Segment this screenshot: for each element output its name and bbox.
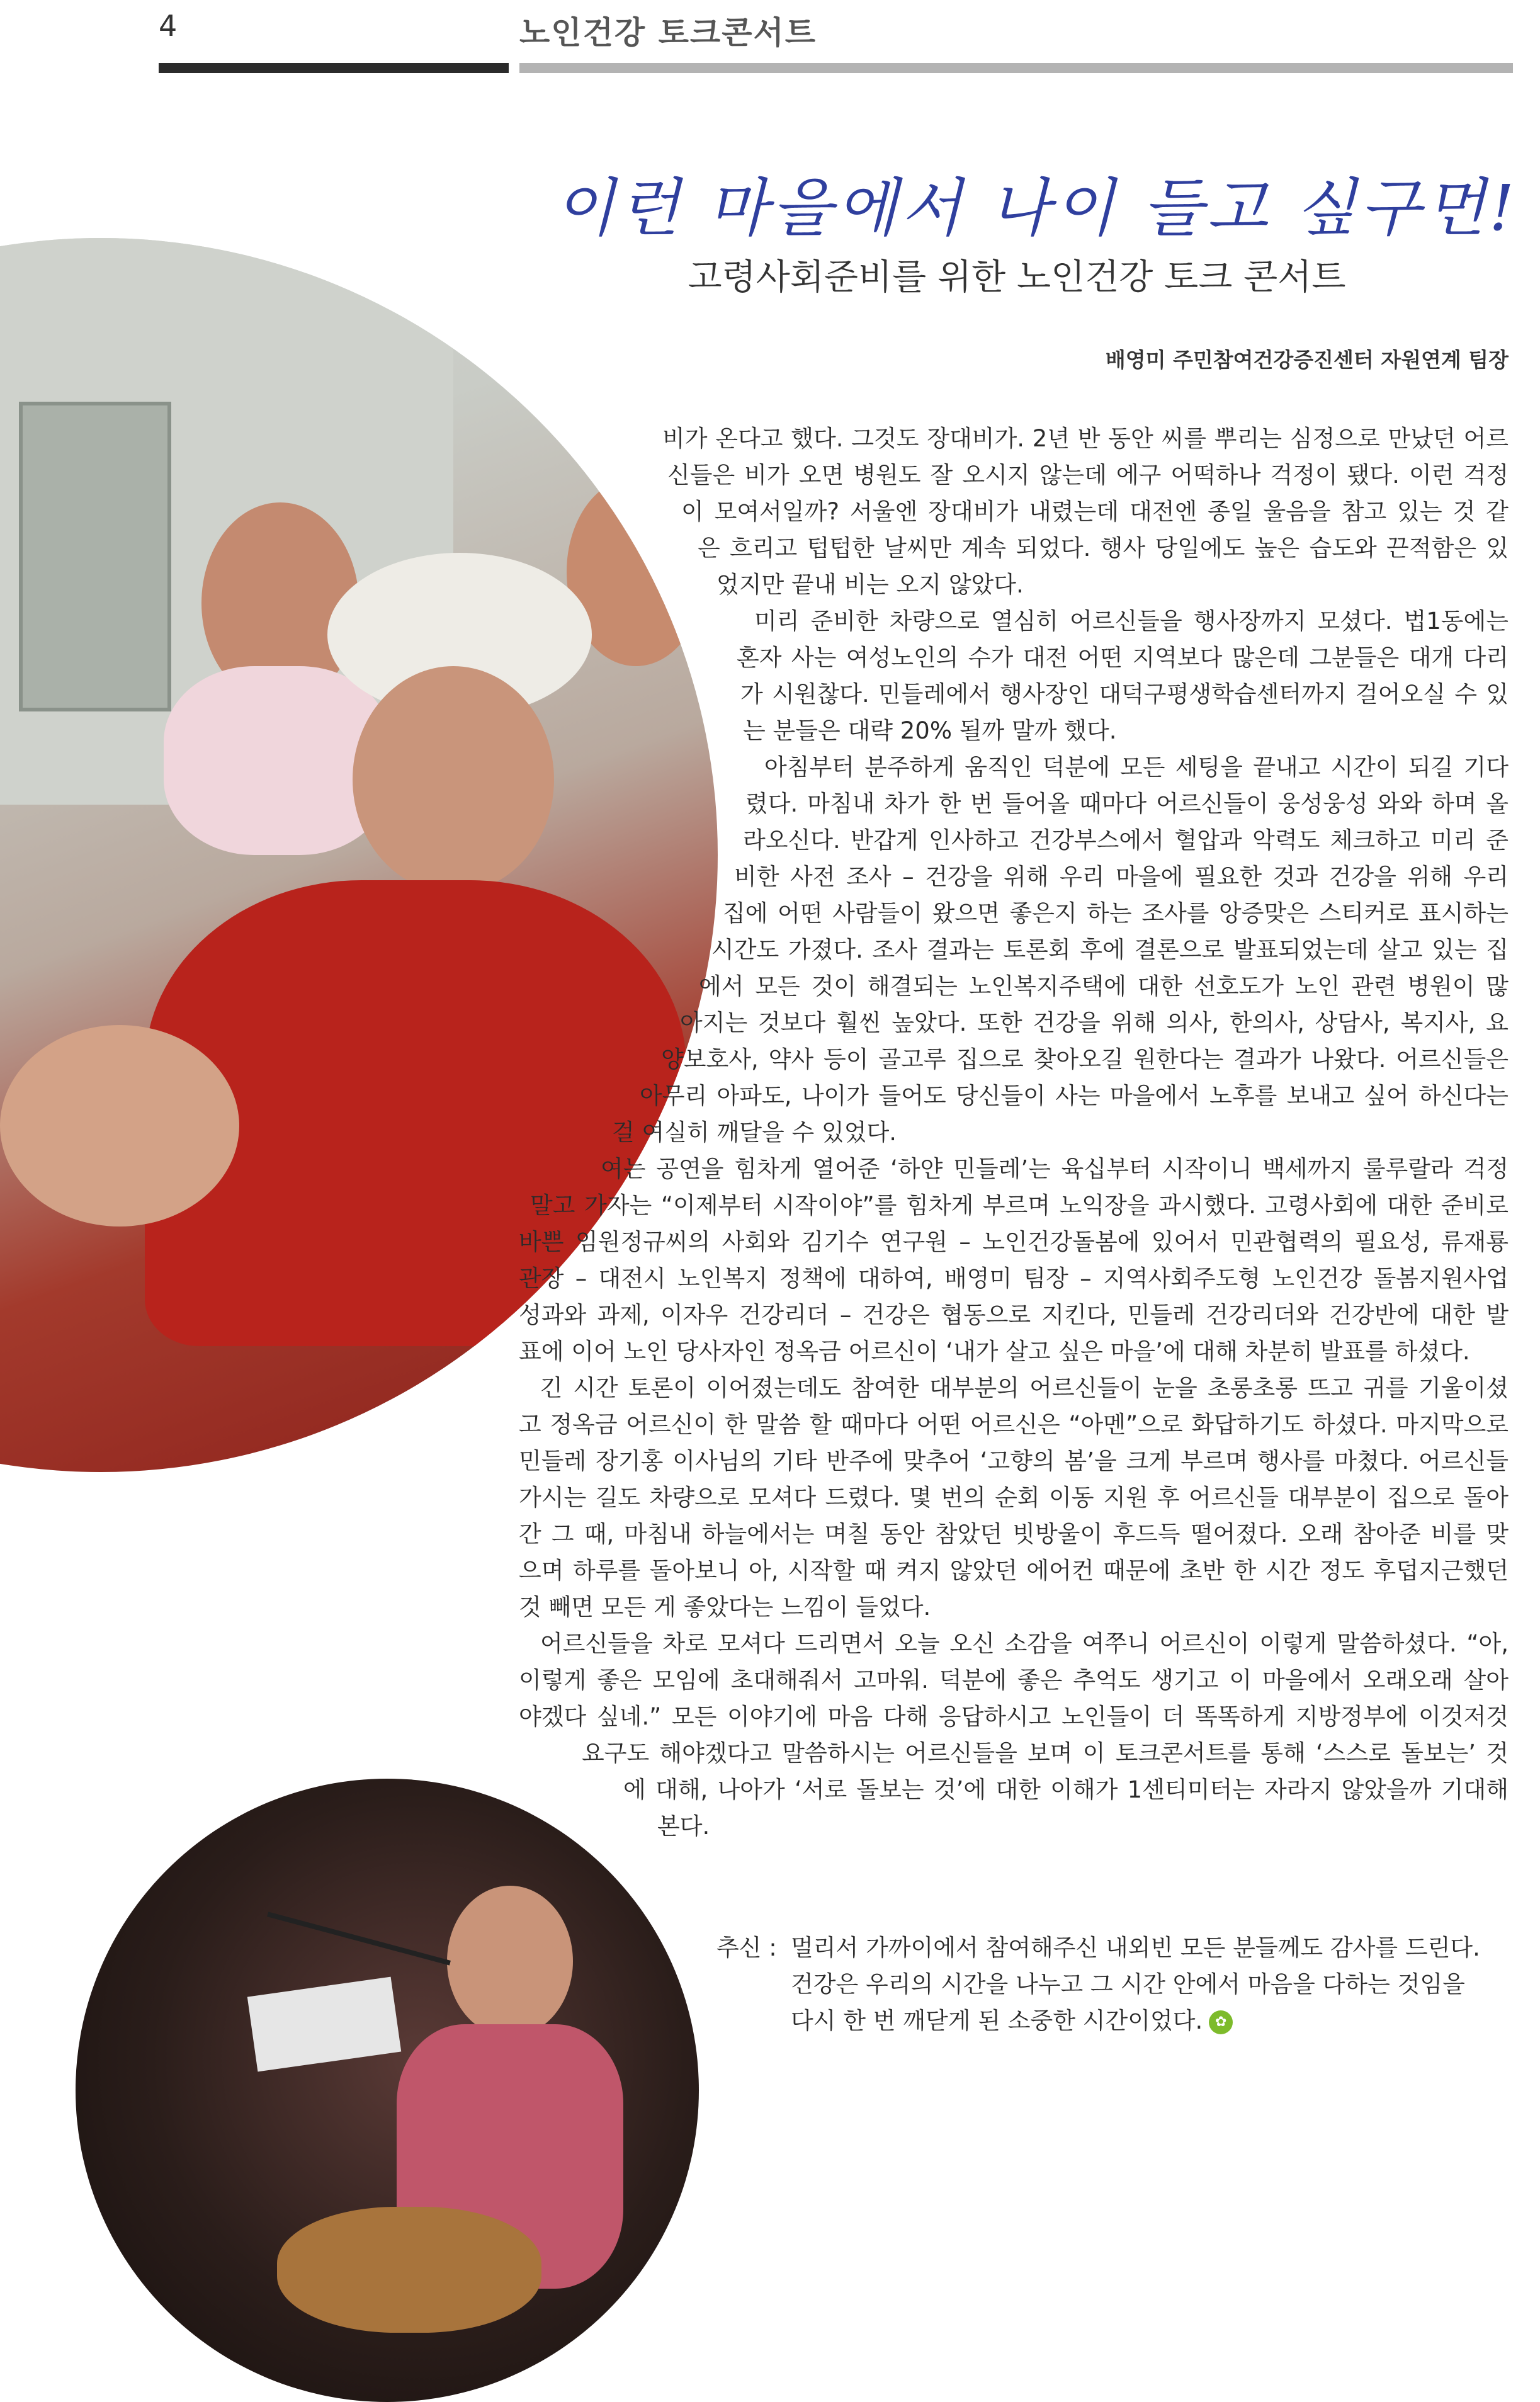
page-number: 4 (159, 9, 178, 43)
body-line: 혼자 사는 여성노인의 수가 대전 어떤 지역보다 많은데 그분들은 대개 다리 (737, 644, 1509, 671)
body-line: 이렇게 좋은 모임에 초대해줘서 고마워. 덕분에 좋은 추억도 생기고 이 마을에서 오래오래 살아 (519, 1667, 1509, 1694)
body-line: 아무리 아파도, 나이가 들어도 당신들이 사는 마을에서 노후를 보내고 싶어 하신다는 (640, 1082, 1509, 1109)
body-line: 간 그 때, 마침내 하늘에서는 며칠 동안 참았던 빗방울이 후드득 떨어졌다. 오래 참아준 비를 맞 (519, 1521, 1509, 1548)
body-line: 말고 가자는 “이제부터 시작이야”를 힘차게 부르며 노익장을 과시했다. 고령사회에 대한 준비로 (530, 1192, 1509, 1219)
body-line: 고 정옥금 어르신이 한 말씀 할 때마다 어떤 어르신은 “아멘”으로 화답하기도 하셨다. 마지막으로 (519, 1411, 1509, 1438)
section-title: 노인건강 토크콘서트 (519, 14, 817, 51)
body-line: 라오신다. 반갑게 인사하고 건강부스에서 혈압과 악력도 체크하고 미리 준 (743, 827, 1509, 854)
postscript-line: 건강은 우리의 시간을 나누고 그 시간 안에서 마음을 다하는 것임을 (791, 1971, 1465, 1998)
body-line: 미리 준비한 차량으로 열심히 어르신들을 행사장까지 모셨다. 법1동에는 (754, 608, 1509, 635)
body-line: 아침부터 분주하게 움직인 덕분에 모든 세팅을 끝내고 시간이 되길 기다 (764, 754, 1509, 781)
body-line: 요구도 해야겠다고 말씀하시는 어르신들을 보며 이 토크콘서트를 통해 ‘스스로 돌보는’ 것 (582, 1740, 1509, 1767)
subtitle: 고령사회준비를 위한 노인건강 토크 콘서트 (688, 257, 1346, 298)
body-line: 긴 시간 토론이 이어졌는데도 참여한 대부분의 어르신들이 눈을 초롱초롱 뜨고 귀를 기울이셨 (540, 1374, 1509, 1402)
body-line: 비가 온다고 했다. 그것도 장대비가. 2년 반 동안 씨를 뿌리는 심정으로 만났던 어르 (662, 425, 1509, 452)
body-line: 었지만 끝내 비는 오지 않았다. (716, 571, 1024, 598)
body-line: 표에 이어 노인 당사자인 정옥금 어르신이 ‘내가 살고 싶은 마을’에 대해 차분히 발표를 하셨다. (519, 1338, 1470, 1365)
body-line: 걸 여실히 깨달을 수 있었다. (612, 1119, 897, 1146)
body-line: 본다. (657, 1813, 710, 1840)
body-line: 이 모여서일까? 서울엔 장대비가 내렸는데 대전엔 종일 울음을 참고 있는 것 같 (681, 498, 1509, 525)
body-line: 신들은 비가 오면 병원도 잘 오시지 않는데 에구 어떡하나 걱정이 됐다. 이런 걱정 (667, 462, 1509, 489)
body-line: 양보호사, 약사 등이 골고루 집으로 찾아오길 원한다는 결과가 나왔다. 어르신들은 (661, 1046, 1509, 1073)
body-line: 관장 – 대전시 노인복지 정책에 대하여, 배영미 팀장 – 지역사회주도형 노인건강 돌봄지원사업 (519, 1265, 1509, 1292)
postscript-line-last (791, 2003, 1233, 2039)
body-line: 것 빼면 모든 게 좋았다는 느낌이 들었다. (519, 1594, 931, 1621)
body-line: 집에 어떤 사람들이 왔으면 좋은지 하는 조사를 앙증맞은 스티커로 표시하는 (723, 900, 1509, 927)
body-line: 바쁜 임원정규씨의 사회와 김기수 연구원 – 노인건강돌봄에 있어서 민관협력의 필요성, 류재룡 (519, 1228, 1509, 1255)
body-line: 가 시원찮다. 민들레에서 행사장인 대덕구평생학습센터까지 걸어오실 수 있 (740, 681, 1509, 708)
body-line: 야겠다 싶네.” 모든 이야기에 마음 다해 응답하시고 노인들이 더 똑똑하게 지방정부에 이것저것 (519, 1703, 1509, 1730)
end-mark-icon: ✿ (1209, 2010, 1233, 2034)
body-line: 민들레 장기홍 이사님의 기타 반주에 맞추어 ‘고향의 봄’을 크게 부르며 행사를 마쳤다. 어르신들 (519, 1447, 1509, 1475)
body-line: 아지는 것보다 훨씬 높았다. 또한 건강을 위해 의사, 한의사, 상담사, 복지사, 요 (680, 1009, 1509, 1036)
body-line: 어르신들을 차로 모셔다 드리면서 오늘 오신 소감을 여쭈니 어르신이 이렇게 말씀하셨다. “아, (540, 1630, 1509, 1657)
body-line: 비한 사전 조사 – 건강을 위해 우리 마을에 필요한 것과 건강을 위해 우리 (734, 863, 1509, 890)
body-line: 가시는 길도 차량으로 모셔다 드렸다. 몇 번의 순회 이동 지원 후 어르신들 대부분이 집으로 돌아 (519, 1484, 1509, 1511)
postscript-label: 추신 : (716, 1934, 777, 1961)
body-line: 에서 모든 것이 해결되는 노인복지주택에 대한 선호도가 노인 관련 병원이 많 (699, 973, 1509, 1000)
body-line: 렸다. 마침내 차가 한 번 들어올 때마다 어르신들이 웅성웅성 와와 하며 올 (745, 790, 1509, 817)
body-line: 성과와 과제, 이자우 건강리더 – 건강은 협동으로 지킨다, 민들레 건강리더와 건강반에 대한 발 (519, 1301, 1509, 1328)
postscript-text: 다시 한 번 깨닫게 된 소중한 시간이었다. (791, 2007, 1203, 2034)
body-line: 은 흐리고 텁텁한 날씨만 계속 되었다. 행사 당일에도 높은 습도와 끈적함은 있 (698, 535, 1509, 562)
body-line: 으며 하루를 돌아보니 아, 시작할 때 켜지 않았던 에어컨 때문에 초반 한 시간 정도 후덥지근했던 (519, 1557, 1509, 1584)
body-line: 에 대해, 나아가 ‘서로 돌보는 것’에 대한 이해가 1센티미터는 자라지 않았을까 기대해 (623, 1776, 1509, 1803)
body-line: 시간도 가졌다. 조사 결과는 토론회 후에 결론으로 발표되었는데 살고 있는 집 (711, 936, 1509, 963)
postscript-line: 멀리서 가까이에서 참여해주신 내외빈 모든 분들께도 감사를 드린다. (791, 1934, 1480, 1961)
headline: 이런 마을에서 나이 들고 싶구먼! (554, 171, 1519, 245)
photo-guitar (277, 2207, 541, 2333)
body-line: 는 분들은 대략 20% 될까 말까 했다. (743, 717, 1117, 744)
byline: 배영미 주민참여건강증진센터 자원연계 팀장 (1105, 348, 1509, 372)
body-line: 여는 공연을 힘차게 열어준 ‘하얀 민들레’는 육십부터 시작이니 백세까지 룰루랄라 걱정 (601, 1155, 1509, 1182)
